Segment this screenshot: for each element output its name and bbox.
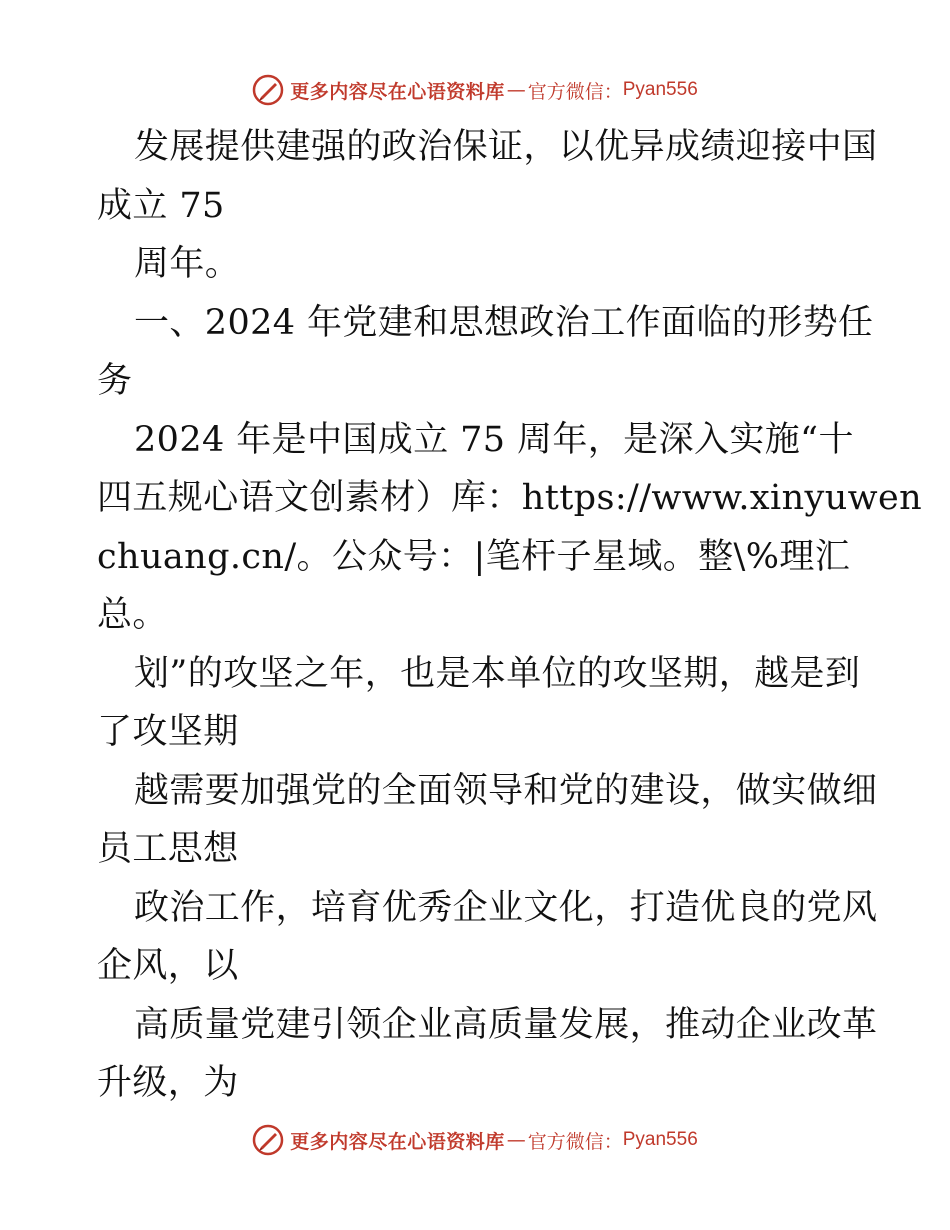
- watermark-separator: —: [506, 79, 526, 101]
- text-line: 四五规心语文创素材）库：https://www.xinyuwen: [97, 478, 923, 518]
- text-line: 越需要加强党的全面领导和党的建设，做实做细: [134, 770, 878, 811]
- text-line: chuang.cn/。公众号：|笔杆子星域。整\%理汇: [97, 536, 851, 577]
- wechat-id: Pyan556: [622, 79, 698, 100]
- document-body: [97, 118, 923, 1113]
- section-heading: 一、2024 年党建和思想政治工作面临的形势任: [134, 302, 874, 343]
- quill-logo-icon: [252, 74, 284, 106]
- footer-watermark: [0, 1120, 950, 1160]
- text-line: 发展提供建强的政治保证，以优异成绩迎接中国: [134, 127, 878, 167]
- text-line: 周年。: [134, 244, 241, 284]
- watermark-separator: —: [506, 1129, 526, 1151]
- text-line: 升级，为: [97, 1063, 239, 1103]
- section-heading-cont: 务: [97, 361, 133, 401]
- text-line: 企风，以: [97, 946, 239, 986]
- text-line: 成立 75: [97, 185, 225, 226]
- wechat-label: 官方微信：: [527, 80, 623, 103]
- text-line: 划”的攻坚之年，也是本单位的攻坚期，越是到: [134, 653, 861, 694]
- text-line: 政治工作，培育优秀企业文化，打造优良的党风: [134, 887, 878, 928]
- text-line: 高质量党建引领企业高质量发展，推动企业改革: [134, 1004, 878, 1045]
- text-line: 2024 年是中国成立 75 周年，是深入实施“十: [134, 419, 854, 460]
- wechat-id: Pyan556: [622, 1129, 698, 1150]
- text-line: 了攻坚期: [97, 712, 239, 752]
- text-line: 总。: [97, 595, 168, 635]
- watermark-text: 更多内容尽在心语资料库: [290, 1130, 505, 1153]
- text-line: 员工思想: [97, 829, 239, 869]
- header-watermark: [0, 70, 950, 110]
- quill-logo-icon: [252, 1124, 284, 1156]
- wechat-label: 官方微信：: [527, 1130, 623, 1153]
- watermark-text: 更多内容尽在心语资料库: [290, 80, 505, 103]
